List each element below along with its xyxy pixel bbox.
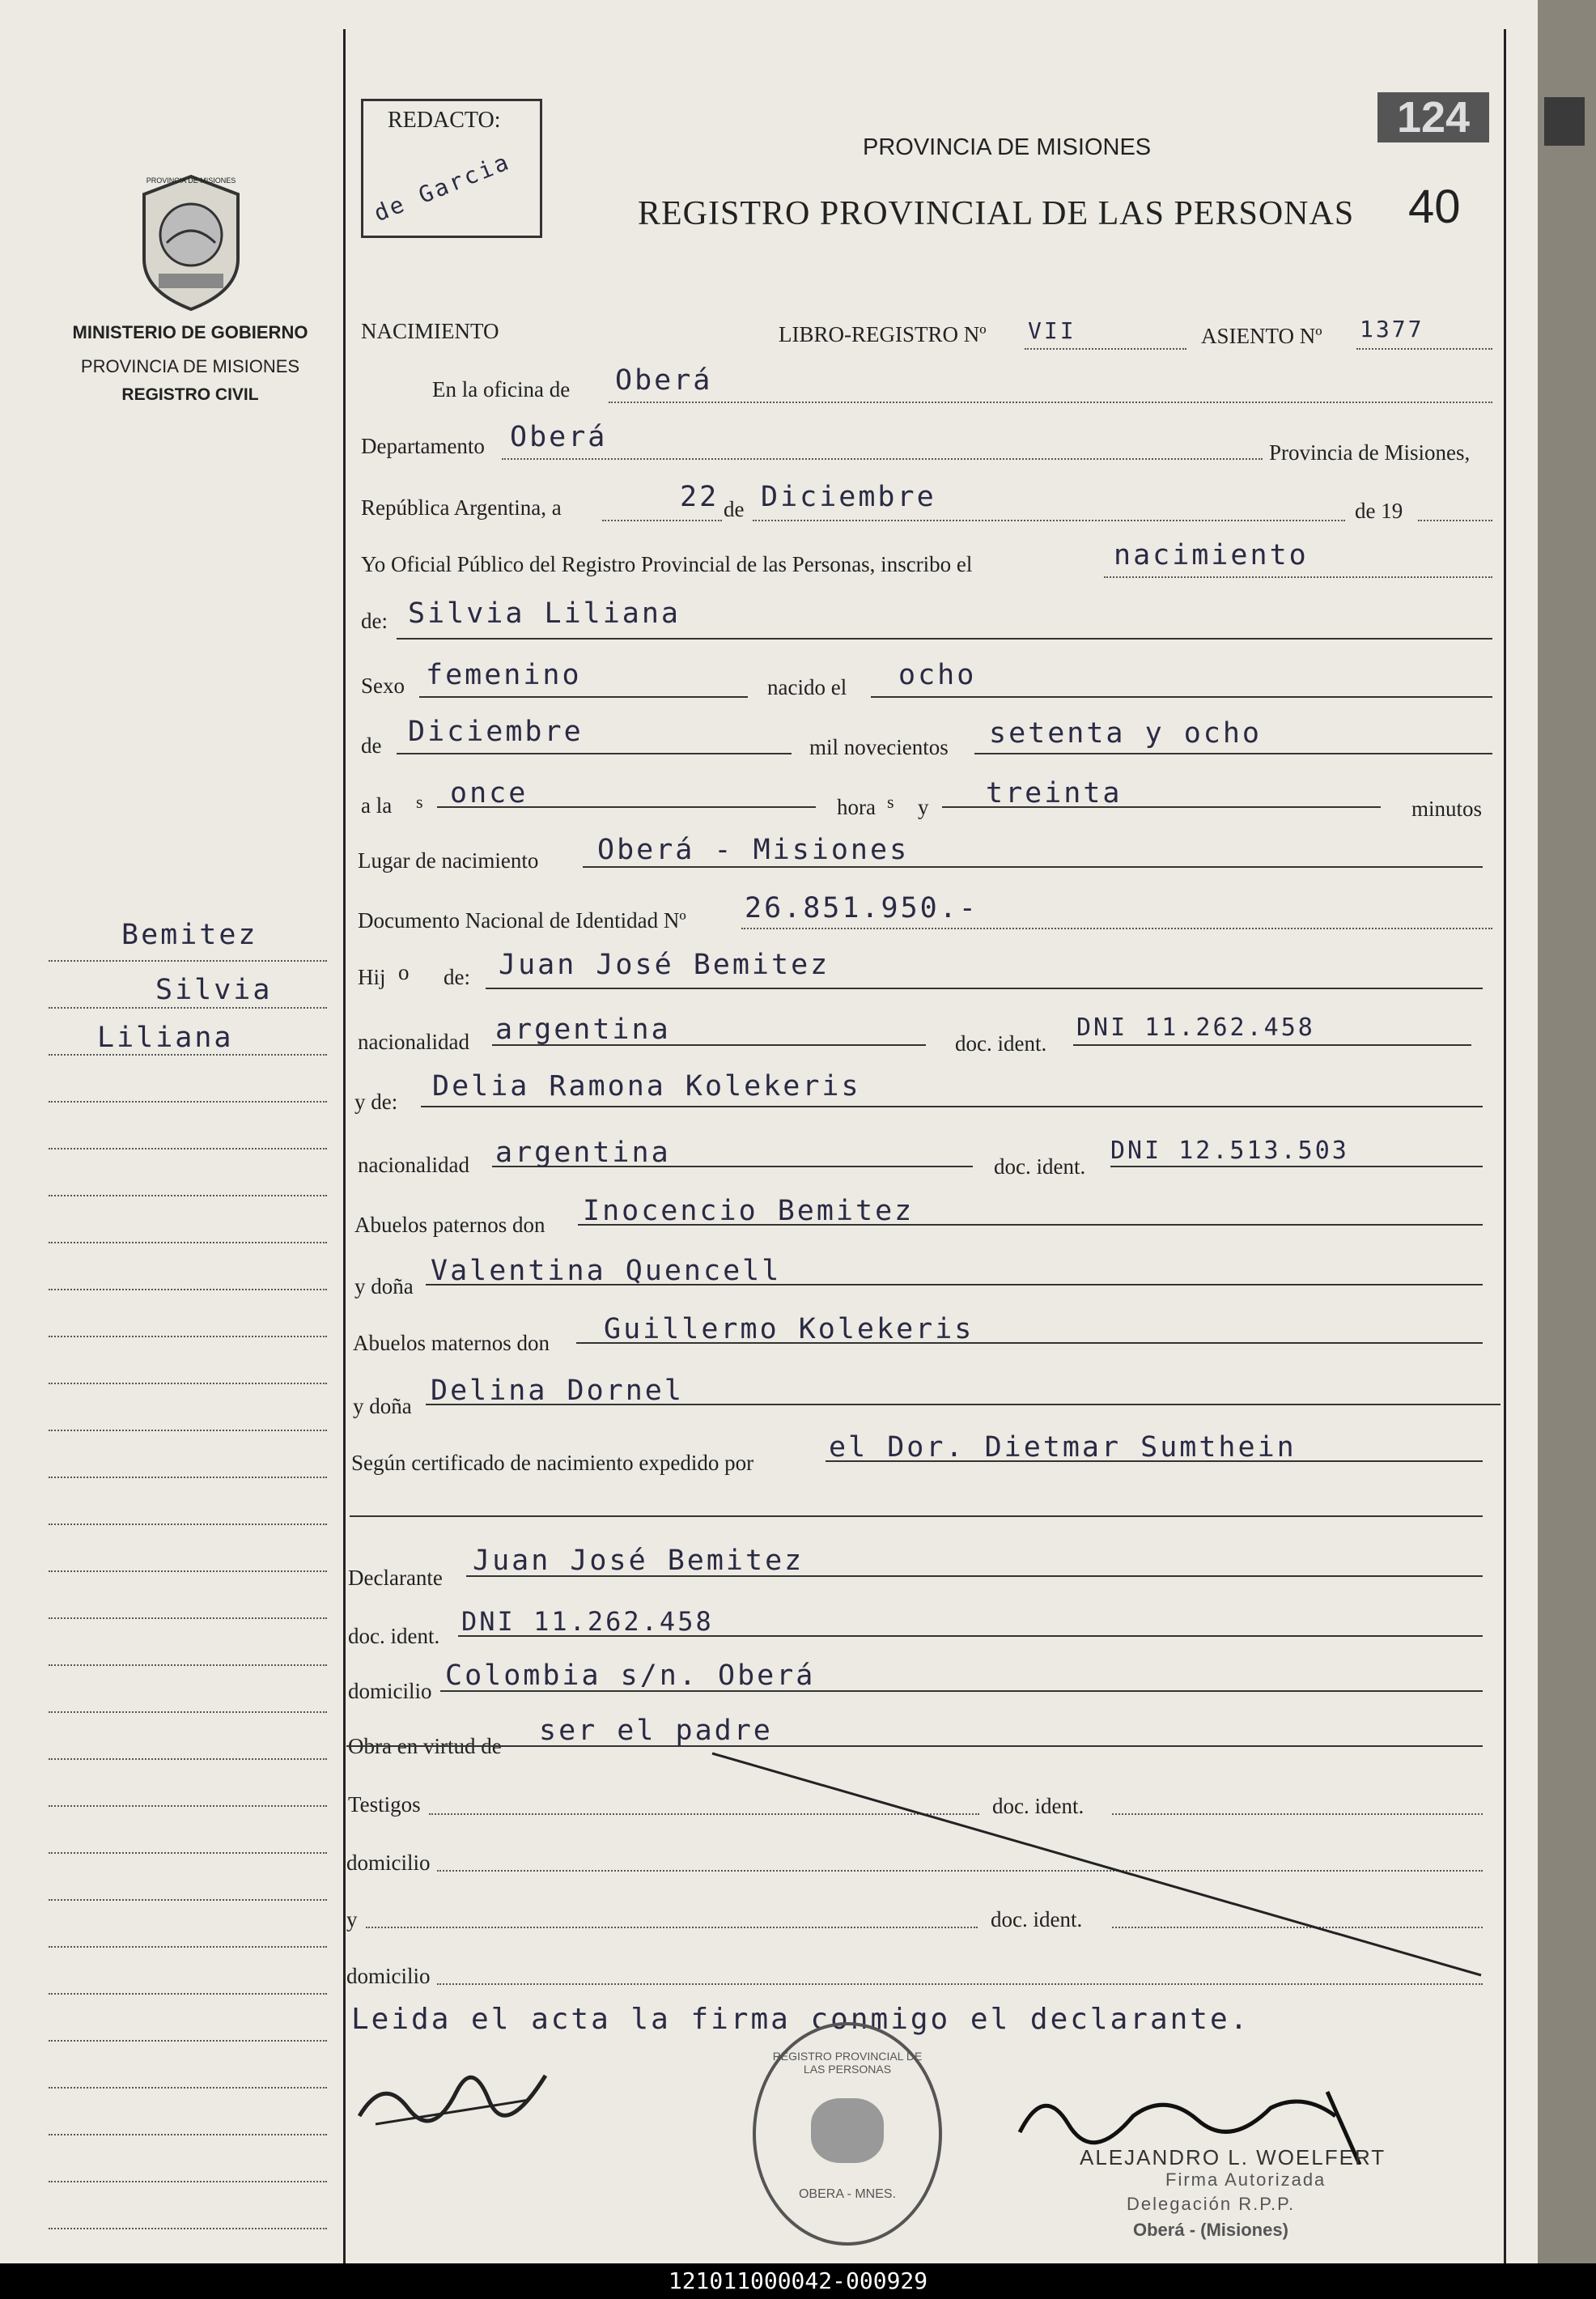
child-label: Hij — [358, 965, 386, 989]
maternal-label: Abuelos maternos don — [353, 1331, 550, 1355]
name-label: de: — [361, 609, 388, 633]
minute-value: treinta — [986, 777, 1123, 810]
declarant-signature — [351, 2043, 578, 2140]
father-name: Juan José Bemitez — [499, 949, 830, 981]
hours-suffix: s — [887, 792, 894, 812]
maternal-grandmother: Delina Dornel — [431, 1375, 684, 1407]
declarant-label: Declarante — [348, 1566, 443, 1590]
born-month: Diciembre — [408, 716, 584, 748]
domicile-label: domicilio — [348, 1679, 432, 1703]
redacto-label: REDACTO: — [388, 108, 501, 133]
child-de-label: de: — [444, 965, 470, 989]
domicile-value: Colombia s/n. Oberá — [445, 1659, 816, 1692]
decl-doc-value: DNI 11.262.458 — [461, 1606, 714, 1637]
official-office: Delegación R.P.P. — [1127, 2194, 1296, 2214]
year-label: de 19 — [1355, 499, 1403, 523]
witness-dom-label: domicilio — [346, 1851, 431, 1875]
place-label: Lugar de nacimiento — [358, 848, 539, 873]
sidebar-ministry: MINISTERIO DE GOBIERNO — [72, 322, 308, 342]
witness2-doc-label: doc. ident. — [991, 1907, 1083, 1931]
paternal-grandmother: Valentina Quencell — [431, 1255, 782, 1287]
y-label: y — [918, 795, 929, 819]
mother-nationality: argentina — [495, 1137, 671, 1169]
margin-first-name: Silvia — [155, 974, 273, 1006]
hour-value: once — [450, 777, 528, 810]
official-seal — [753, 2022, 942, 2246]
month-value: Diciembre — [761, 481, 936, 513]
folio-number: 40 — [1408, 181, 1461, 233]
de-label-2: de — [361, 733, 382, 758]
seal-outer-text: REGISTRO PROVINCIAL DE LAS PERSONAS — [772, 2050, 923, 2076]
dni-value: 26.851.950.- — [745, 892, 978, 924]
at-suffix: s — [416, 792, 423, 812]
place-value: Oberá - Misiones — [597, 834, 910, 866]
department-label: Departamento — [361, 434, 485, 458]
province-heading: PROVINCIA DE MISIONES — [863, 134, 1152, 160]
cert-label: Según certificado de nacimiento expedido por — [351, 1451, 754, 1475]
mother-doc: DNI 12.513.503 — [1110, 1137, 1349, 1165]
stamp-number: 124 — [1377, 92, 1489, 142]
name-value: Silvia Liliana — [408, 597, 681, 630]
intro-value: nacimiento — [1114, 539, 1309, 572]
registry-heading: REGISTRO PROVINCIAL DE LAS PERSONAS — [638, 195, 1355, 232]
paternal-dona-label: y doña — [354, 1274, 414, 1298]
seal-bottom-text: OBERA - MNES. — [798, 2187, 897, 2201]
witness-doc-label: doc. ident. — [992, 1794, 1085, 1818]
book-value: VII — [1028, 317, 1076, 344]
minutes-label: minutos — [1411, 797, 1483, 821]
obra-label: Obra en virtud de — [348, 1734, 502, 1758]
entry-value: 1377 — [1360, 316, 1424, 342]
father-nationality: argentina — [495, 1014, 671, 1046]
paternal-label: Abuelos paternos don — [354, 1213, 545, 1237]
official-name: ALEJANDRO L. WOELFERT — [1080, 2145, 1386, 2169]
cert-value: el Dor. Dietmar Sumthein — [829, 1431, 1297, 1464]
thousand-label: mil novecientos — [809, 735, 949, 759]
father-doc-label: doc. ident. — [955, 1031, 1047, 1056]
office-label: En la oficina de — [432, 377, 571, 402]
maternal-grandfather: Guillermo Kolekeris — [604, 1313, 974, 1345]
declarant-name: Juan José Bemitez — [473, 1545, 804, 1577]
sidebar-province: PROVINCIA DE MISIONES — [80, 356, 300, 376]
office-value: Oberá — [615, 364, 713, 397]
province-label: Provincia de Misiones, — [1269, 440, 1471, 465]
witness2-label: y — [346, 1907, 358, 1931]
at-label: a la — [361, 793, 393, 818]
department-value: Oberá — [510, 421, 608, 453]
born-label: nacido el — [767, 675, 847, 699]
entry-label: ASIENTO Nº — [1201, 324, 1322, 348]
decl-doc-label: doc. ident. — [348, 1624, 440, 1648]
sex-label: Sexo — [361, 674, 405, 698]
father-doc: DNI 11.262.458 — [1076, 1014, 1315, 1042]
born-year: setenta y ocho — [989, 717, 1263, 750]
book-label: LIBRO-REGISTRO Nº — [779, 322, 987, 346]
witness-label: Testigos — [348, 1792, 421, 1817]
child-suffix: o — [398, 960, 410, 984]
born-day: ocho — [898, 659, 977, 691]
intro-label: Yo Oficial Público del Registro Provincial de las Personas, inscribo el — [361, 552, 973, 576]
seal-emblem — [811, 2098, 884, 2163]
footer-id: 121011000042-000929 — [0, 2263, 1596, 2299]
father-nat-label: nacionalidad — [358, 1030, 469, 1054]
act-type: NACIMIENTO — [361, 319, 499, 343]
official-city: Oberá - (Misiones) — [1133, 2220, 1288, 2240]
margin-surname: Bemitez — [121, 919, 258, 951]
mother-name: Delia Ramona Kolekeris — [432, 1070, 861, 1103]
hours-label: hora — [837, 795, 876, 819]
obra-value: ser el padre — [539, 1715, 773, 1747]
mother-doc-label: doc. ident. — [994, 1154, 1086, 1179]
margin-second-name: Liliana — [97, 1022, 234, 1054]
mother-nat-label: nacionalidad — [358, 1153, 469, 1177]
day-value: 22 — [680, 481, 719, 513]
de-label-1: de — [724, 497, 745, 521]
republic-label: República Argentina, a — [361, 495, 562, 520]
redacto-value: de Garcia — [370, 147, 515, 227]
maternal-dona-label: y doña — [353, 1394, 412, 1418]
emblem-text: PROVINCIA DE MISIONES — [146, 176, 236, 185]
sex-value: femenino — [426, 659, 582, 691]
official-role: Firma Autorizada — [1165, 2169, 1326, 2190]
mother-label: y de: — [354, 1090, 398, 1114]
sidebar-registry: REGISTRO CIVIL — [121, 385, 259, 404]
closing-text: Leida el acta la firma conmigo el declarante. — [351, 2003, 1250, 2036]
witness2-dom-label: domicilio — [346, 1964, 431, 1988]
dni-label: Documento Nacional de Identidad Nº — [358, 908, 686, 933]
paternal-grandfather: Inocencio Bemitez — [583, 1195, 915, 1227]
